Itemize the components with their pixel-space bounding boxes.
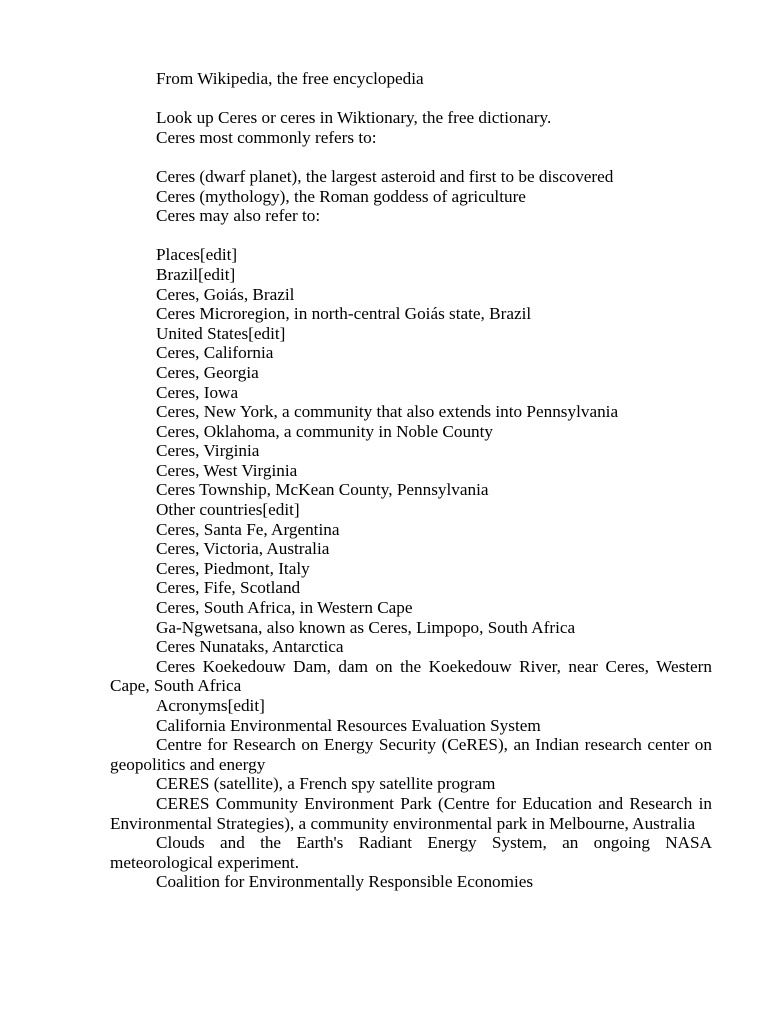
text-line: Ceres, California <box>156 343 274 363</box>
text-line: Ceres, Victoria, Australia <box>156 539 330 559</box>
text-line: Ceres, South Africa, in Western Cape <box>156 598 413 618</box>
text-line: Ceres, Goiás, Brazil <box>156 284 295 304</box>
text-line: From Wikipedia, the free encyclopedia <box>156 69 424 88</box>
text-line: Ceres, West Virginia <box>156 460 298 480</box>
text-line: Ceres, Fife, Scotland <box>156 578 301 598</box>
blank-line <box>110 226 712 246</box>
text-line: Ceres (dwarf planet), the largest asteroid and first to be discovered <box>156 166 614 186</box>
text-line: Ceres Microregion, in north-central Goiás state, Brazil <box>156 304 532 324</box>
blank-line <box>110 89 712 109</box>
text-line: California Environmental Resources Evaluation System <box>156 715 541 735</box>
text-line: Ceres most commonly refers to: <box>156 127 377 147</box>
blank-line <box>110 147 712 167</box>
text-line: Brazil[edit] <box>156 264 236 284</box>
document-body <box>110 69 712 892</box>
text-line: Ceres, Virginia <box>156 441 260 461</box>
text-line: United States[edit] <box>156 323 286 343</box>
text-line: Centre for Research on Energy Security (CeRES), an Indian research center on geopolitics and energy <box>110 735 712 774</box>
text-line: Ga-Ngwetsana, also known as Ceres, Limpopo, South Africa <box>156 617 576 637</box>
text-line: Ceres may also refer to: <box>156 206 321 226</box>
text-line: Ceres, Iowa <box>156 382 239 402</box>
text-line: Other countries[edit] <box>156 500 300 520</box>
text-line: Places[edit] <box>156 245 238 265</box>
text-line: Clouds and the Earth's Radiant Energy System, an ongoing NASA meteorological experiment. <box>110 833 712 872</box>
text-line: Ceres, New York, a community that also extends into Pennsylvania <box>156 402 619 422</box>
text-line: Look up Ceres or ceres in Wiktionary, the free dictionary. <box>156 108 552 128</box>
text-line: Ceres Nunataks, Antarctica <box>156 637 344 657</box>
text-line: CERES Community Environment Park (Centre for Education and Research in Environmental Strategies), a community environmental park in Melbourne, Australia <box>110 793 712 833</box>
text-line: CERES (satellite), a French spy satellite program <box>156 774 496 794</box>
text-line: Coalition for Environmentally Responsible Economies <box>156 872 534 892</box>
text-line: Ceres, Piedmont, Italy <box>156 558 310 578</box>
text-line: Ceres, Santa Fe, Argentina <box>156 519 340 539</box>
text-line: Acronyms[edit] <box>156 696 265 715</box>
text-line: Ceres Township, McKean County, Pennsylvania <box>156 480 489 500</box>
text-line: Ceres (mythology), the Roman goddess of agriculture <box>156 186 526 206</box>
text-line: Ceres Koekedouw Dam, dam on the Koekedouw River, near Ceres, Western Cape, South Africa <box>110 656 712 696</box>
text-line: Ceres, Oklahoma, a community in Noble County <box>156 421 494 441</box>
text-line: Ceres, Georgia <box>156 362 259 382</box>
